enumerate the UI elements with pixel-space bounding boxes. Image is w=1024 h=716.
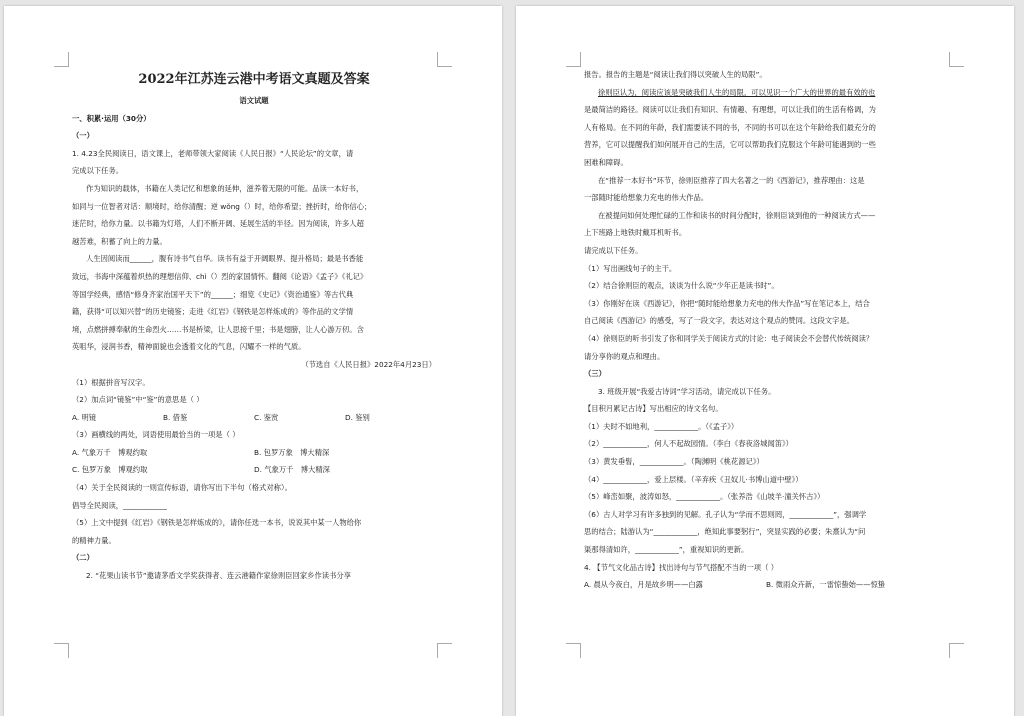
- passage-line: 籍，获得“可以知兴替”的历史镜鉴；走进《红岩》《钢铁是怎样炼成的》等作品的文学情: [72, 307, 354, 317]
- option-c: C. 包罗万象 博观约取: [72, 465, 148, 475]
- source-citation: （节选自《人民日报》2022年4月23日）: [301, 359, 436, 369]
- section-heading: 一、积累·运用（30分）: [72, 113, 151, 123]
- crop-mark: [437, 52, 452, 67]
- fill-in-line: （6）古人对学习有许多独到的见解。孔子认为“学而不思则罔，____________”，强调学: [584, 509, 867, 519]
- fill-in-line: （2）____________，何人不起故园情。（李白《春夜洛城闻笛》）: [584, 439, 793, 449]
- subsection-heading: （二）: [72, 553, 94, 563]
- crop-mark: [437, 643, 452, 658]
- passage-line: 迷茫时，给你力量。以书籍为灯塔，人们不断开阔、延展生活的半径。因为阅读，许多人超: [72, 219, 364, 229]
- passage-line: 境，点燃拼搏奉献的生命烈火……书是桥梁，让人思接千里；书是翅膀，让人心游万仞。含: [72, 324, 364, 334]
- sub-question: （2）结合徐则臣的观点，谈谈为什么说“少年正是读书时”。: [584, 281, 779, 291]
- passage-line: 致远，书海中深蕴着炽热的理想信仰、chì（）烈的家国情怀。翻阅《论语》《孟子》《礼记》: [72, 271, 368, 281]
- subsection-heading: （三）: [584, 369, 606, 379]
- document-page-2: [516, 6, 1014, 716]
- crop-mark: [54, 52, 69, 67]
- option-a: A. 明镜: [72, 412, 97, 422]
- sub-question: 请分享你的观点和理由。: [584, 351, 665, 361]
- sub-question: （4）关于全民阅读的一则宣传标语，请你写出下半句（格式对称）。: [72, 483, 292, 493]
- question-text: 2. “花果山读书节”邀请茅盾文学奖获得者、连云港籍作家徐则臣回家乡作读书分享: [86, 571, 351, 581]
- answer-options: [72, 444, 436, 462]
- passage-line: 人有格局。在不同的年龄，我们需要读不同的书，不同的书可以在这个年龄给我们最充分的: [584, 122, 876, 132]
- passage-line: 一部随时能给想象力充电的伟大作品。: [584, 193, 709, 203]
- option-a: A. 晨从今夜白，月是故乡明——白露: [584, 580, 703, 590]
- option-a: A. 气象万千 博观约取: [72, 447, 148, 457]
- sub-question: 自己阅读《西游记》的感受，写了一段文字，表达对这个观点的赞同。这段文字是。: [584, 316, 854, 326]
- passage-line: 上下班路上地铁时戴耳机听书。: [584, 228, 687, 238]
- option-d: D. 鉴别: [345, 412, 370, 422]
- passage-line: 在“推荐一本好书”环节，徐则臣推荐了四大名著之一的《西游记》，推荐理由：这是: [598, 175, 865, 185]
- answer-options: [584, 576, 948, 594]
- question-text: 1. 4.23全民阅读日，语文课上，老师带领大家阅读《人民日报》“人民论坛”的文章，请: [72, 148, 354, 158]
- question-text: 【目积月累记古诗】写出相应的诗文名句。: [584, 404, 723, 414]
- passage-line: 营养，它可以提醒我们如何展开自己的生活，它可以帮助我们克服这个年龄可能遇到的一些: [584, 140, 876, 150]
- question-text: 4. 【节气文化品古诗】找出诗句与节气搭配不当的一项（ ）: [584, 562, 779, 572]
- fill-in-line: 渠那得清如许，____________”，重视知识的更新。: [584, 545, 749, 555]
- passage-line: 是最简洁的路径。阅读可以让我们有知识、有情趣、有理想，可以让我们的生活有格调，为: [584, 105, 876, 115]
- fill-in-line: 思的结合；陆游认为“____________，绝知此事要躬行”，突显实践的必要；朱熹认为“问: [584, 527, 866, 537]
- subsection-heading: （一）: [72, 131, 94, 141]
- answer-options: [72, 461, 436, 479]
- crop-mark: [54, 643, 69, 658]
- option-b: B. 微雨众卉新，一雷惊蛰始——惊蛰: [766, 580, 886, 590]
- question-text: 完成以下任务。: [72, 166, 124, 176]
- option-c: C. 鉴赏: [254, 412, 279, 422]
- passage-line: 如同与一位智者对话：顺境时，给你清醒；逆 wǒng（）时，给你希望；挫折时，给你信心；: [72, 201, 372, 211]
- crop-mark: [949, 643, 964, 658]
- fill-in-line: （3）黄发垂髫，____________。（陶渊明《桃花源记》）: [584, 457, 764, 467]
- crop-mark: [566, 643, 581, 658]
- option-b: B. 包罗万象 博大精深: [254, 447, 330, 457]
- crop-mark: [949, 52, 964, 67]
- sub-question: （1）根据拼音写汉字。: [72, 377, 150, 387]
- document-page-1: [4, 6, 502, 716]
- answer-options: [72, 409, 436, 427]
- sub-question: 的精神力量。: [72, 535, 116, 545]
- sub-question: （3）你刚好在读《西游记》，你把“随时能给想象力充电的伟大作品”写在笔记本上，结合: [584, 298, 870, 308]
- document-title: 2022年江苏连云港中考语文真题及答案: [138, 72, 370, 87]
- passage-line: 英咀华，浸润书香，精神面貌也会透着文化的气息，闪耀不一样的气质。: [72, 342, 306, 352]
- question-text: 3. 班级开展“我爱古诗词”学习活动，请完成以下任务。: [598, 386, 776, 396]
- page-2-content: [584, 66, 948, 594]
- passage-line: 作为知识的载体，书籍在人类记忆和想象的延伸，滋养着无限的可能。品读一本好书，: [86, 183, 364, 193]
- underlined-sentence: 徐则臣认为，阅读应该是突破我们人生的局限，可以见识一个广大的世界的最有效的也: [598, 87, 876, 97]
- answer-line: 倡导全民阅读，____________: [72, 500, 167, 510]
- fill-in-line: （5）峰峦如聚，波涛如怒，____________。（张养浩《山坡羊·潼关怀古》）: [584, 492, 825, 502]
- option-b: B. 借鉴: [163, 412, 188, 422]
- instruction-line: 请完成以下任务。: [584, 245, 643, 255]
- fill-in-line: （1）夫时不如地利，____________。（《孟子》）: [584, 421, 739, 431]
- passage-line: 等国学经典，感悟“修身齐家治国平天下”的______；细览《史记》《资治通鉴》等古代典: [72, 289, 354, 299]
- sub-question: （3）画横线的两处，词语使用最恰当的一项是（ ）: [72, 430, 240, 440]
- crop-mark: [566, 52, 581, 67]
- document-subtitle: 语文试题: [239, 96, 269, 105]
- passage-line: 越苦难，积蓄了向上的力量。: [72, 236, 167, 246]
- passage-line: 在被提问如何处理忙碌的工作和读书的时间分配时，徐则臣谈到他的一种阅读方式——: [598, 210, 876, 220]
- passage-line: 报告。报告的主题是“阅读让我们得以突破人生的局限”。: [584, 70, 767, 79]
- option-d: D. 气象万千 博大精深: [254, 465, 330, 475]
- sub-question: （5）上文中提到《红岩》《钢铁是怎样炼成的》，请你任选一本书，说说其中某一人物给你: [72, 518, 362, 528]
- sub-question: （1）写出画线句子的主干。: [584, 263, 677, 273]
- fill-in-line: （4）____________，爱上层楼。（辛弃疾《丑奴儿·书博山道中壁》）: [584, 474, 803, 484]
- passage-line: 人生因阅读而______，腹有诗书气自华。读书有益于开阔眼界、提升格局；最是书香能: [86, 254, 364, 264]
- sub-question: （4）徐则臣的听书引发了你和同学关于阅读方式的讨论：电子阅读会不会替代传统阅读？: [584, 333, 874, 343]
- page-1-content: [72, 68, 436, 585]
- sub-question: （2）加点词“镜鉴”中“鉴”的意思是（ ）: [72, 395, 204, 405]
- passage-line: 困难和障碍。: [584, 157, 628, 167]
